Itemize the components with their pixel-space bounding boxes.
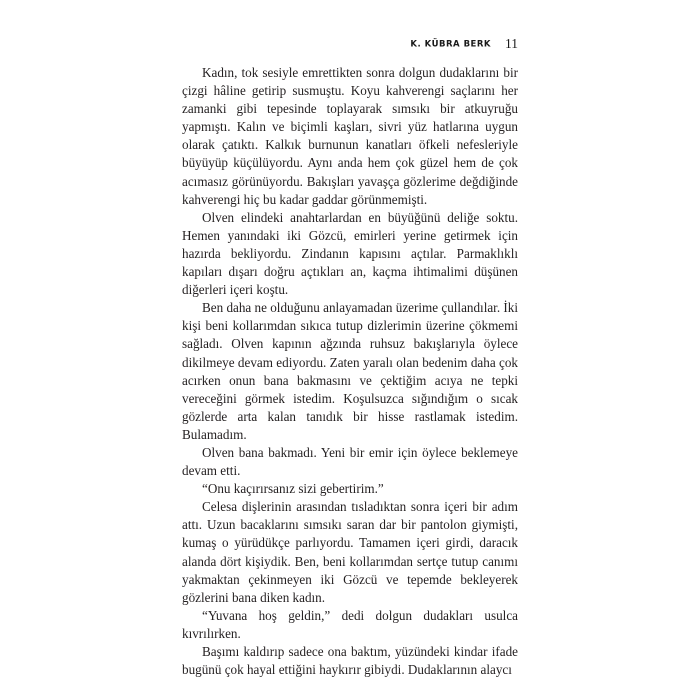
dialogue-paragraph: “Onu kaçırırsanız sizi gebertirim.” (202, 481, 384, 497)
running-header (182, 35, 518, 53)
paragraph: Başımı kaldırıp sadece ona baktım, yüzündeki kindar ifade bugünü çok hayal ettiğini haykırır gibiydi. Dudaklarının alaycı (182, 644, 518, 678)
paragraph: Ben daha ne olduğunu anlayamadan üzerime çullandılar. İki kişi beni kollarımdan sıkıca tutup dizlerimin üzerine çökmemi sağladı. Olven kapının ağzında ruhsuz bakışlarıyla öylece dikilmeye devam ediyordu. Zaten yaralı olan bedenim daha çok acırken onun bana bakmasını ve çektiğim acıya ne tepki vereceğini görmek istedim. Koşulsuzca sığındığım o sıcak gözlerde arta kalan tanıdık bir hisse rastlamak istedim. Bulamadım. (182, 300, 518, 442)
paragraph: Celesa dişlerinin arasından tısladıktan sonra içeri bir adım attı. Uzun bacaklarını sımsıkı saran dar bir pantolon giymişti, kumaş o yürüdükçe parlıyordu. Tamamen içeri girdi, daracık alanda dört kişiydik. Ben, beni kollarımdan sertçe tutup canımı yakmaktan çekinmeyen iki Gözcü ve tepemde bekleyerek gözlerini bana diken kadın. (182, 499, 518, 605)
body-text (182, 64, 518, 679)
author-name: K. KÜBRA BERK (410, 39, 491, 50)
page-number: 11 (505, 36, 518, 52)
paragraph: Olven elindeki anahtarlardan en büyüğünü deliğe soktu. Hemen yanındaki iki Gözcü, emirleri yerine getirmek için hazırda bekliyordu. Zindanın kapısını açtılar. Parmaklıklı kapıları dışarı doğru açtıkları an, kaçma ihtimalimi düşünen diğerleri içeri koştu. (182, 209, 518, 298)
paragraph: Olven bana bakmadı. Yeni bir emir için öylece beklemeye devam etti. (182, 444, 518, 479)
paragraph: Kadın, tok sesiyle emrettikten sonra dolgun dudaklarını bir çizgi hâline getirip susmuştu. Koyu kahverengi saçlarını her zamanki gibi tepesinde toplayarak sımsıkı bir atkuyruğu yapmıştı. Kalın ve biçimli kaşları, sivri yüz hatlarına uygun olarak çatıktı. Kalkık burnunun kanatları öfkeli nefesleriyle büyüyüp küçülüyordu. Aynı anda hem çok güzel hem de çok acımasız görünüyordu. Bakışları yavaşça gözlerime değdiğinde kahverengi hiç bu kadar gaddar görünmemişti. (182, 65, 518, 207)
dialogue-paragraph: “Yuvana hoş geldin,” dedi dolgun dudakları usulca kıvrılırken. (182, 607, 518, 641)
